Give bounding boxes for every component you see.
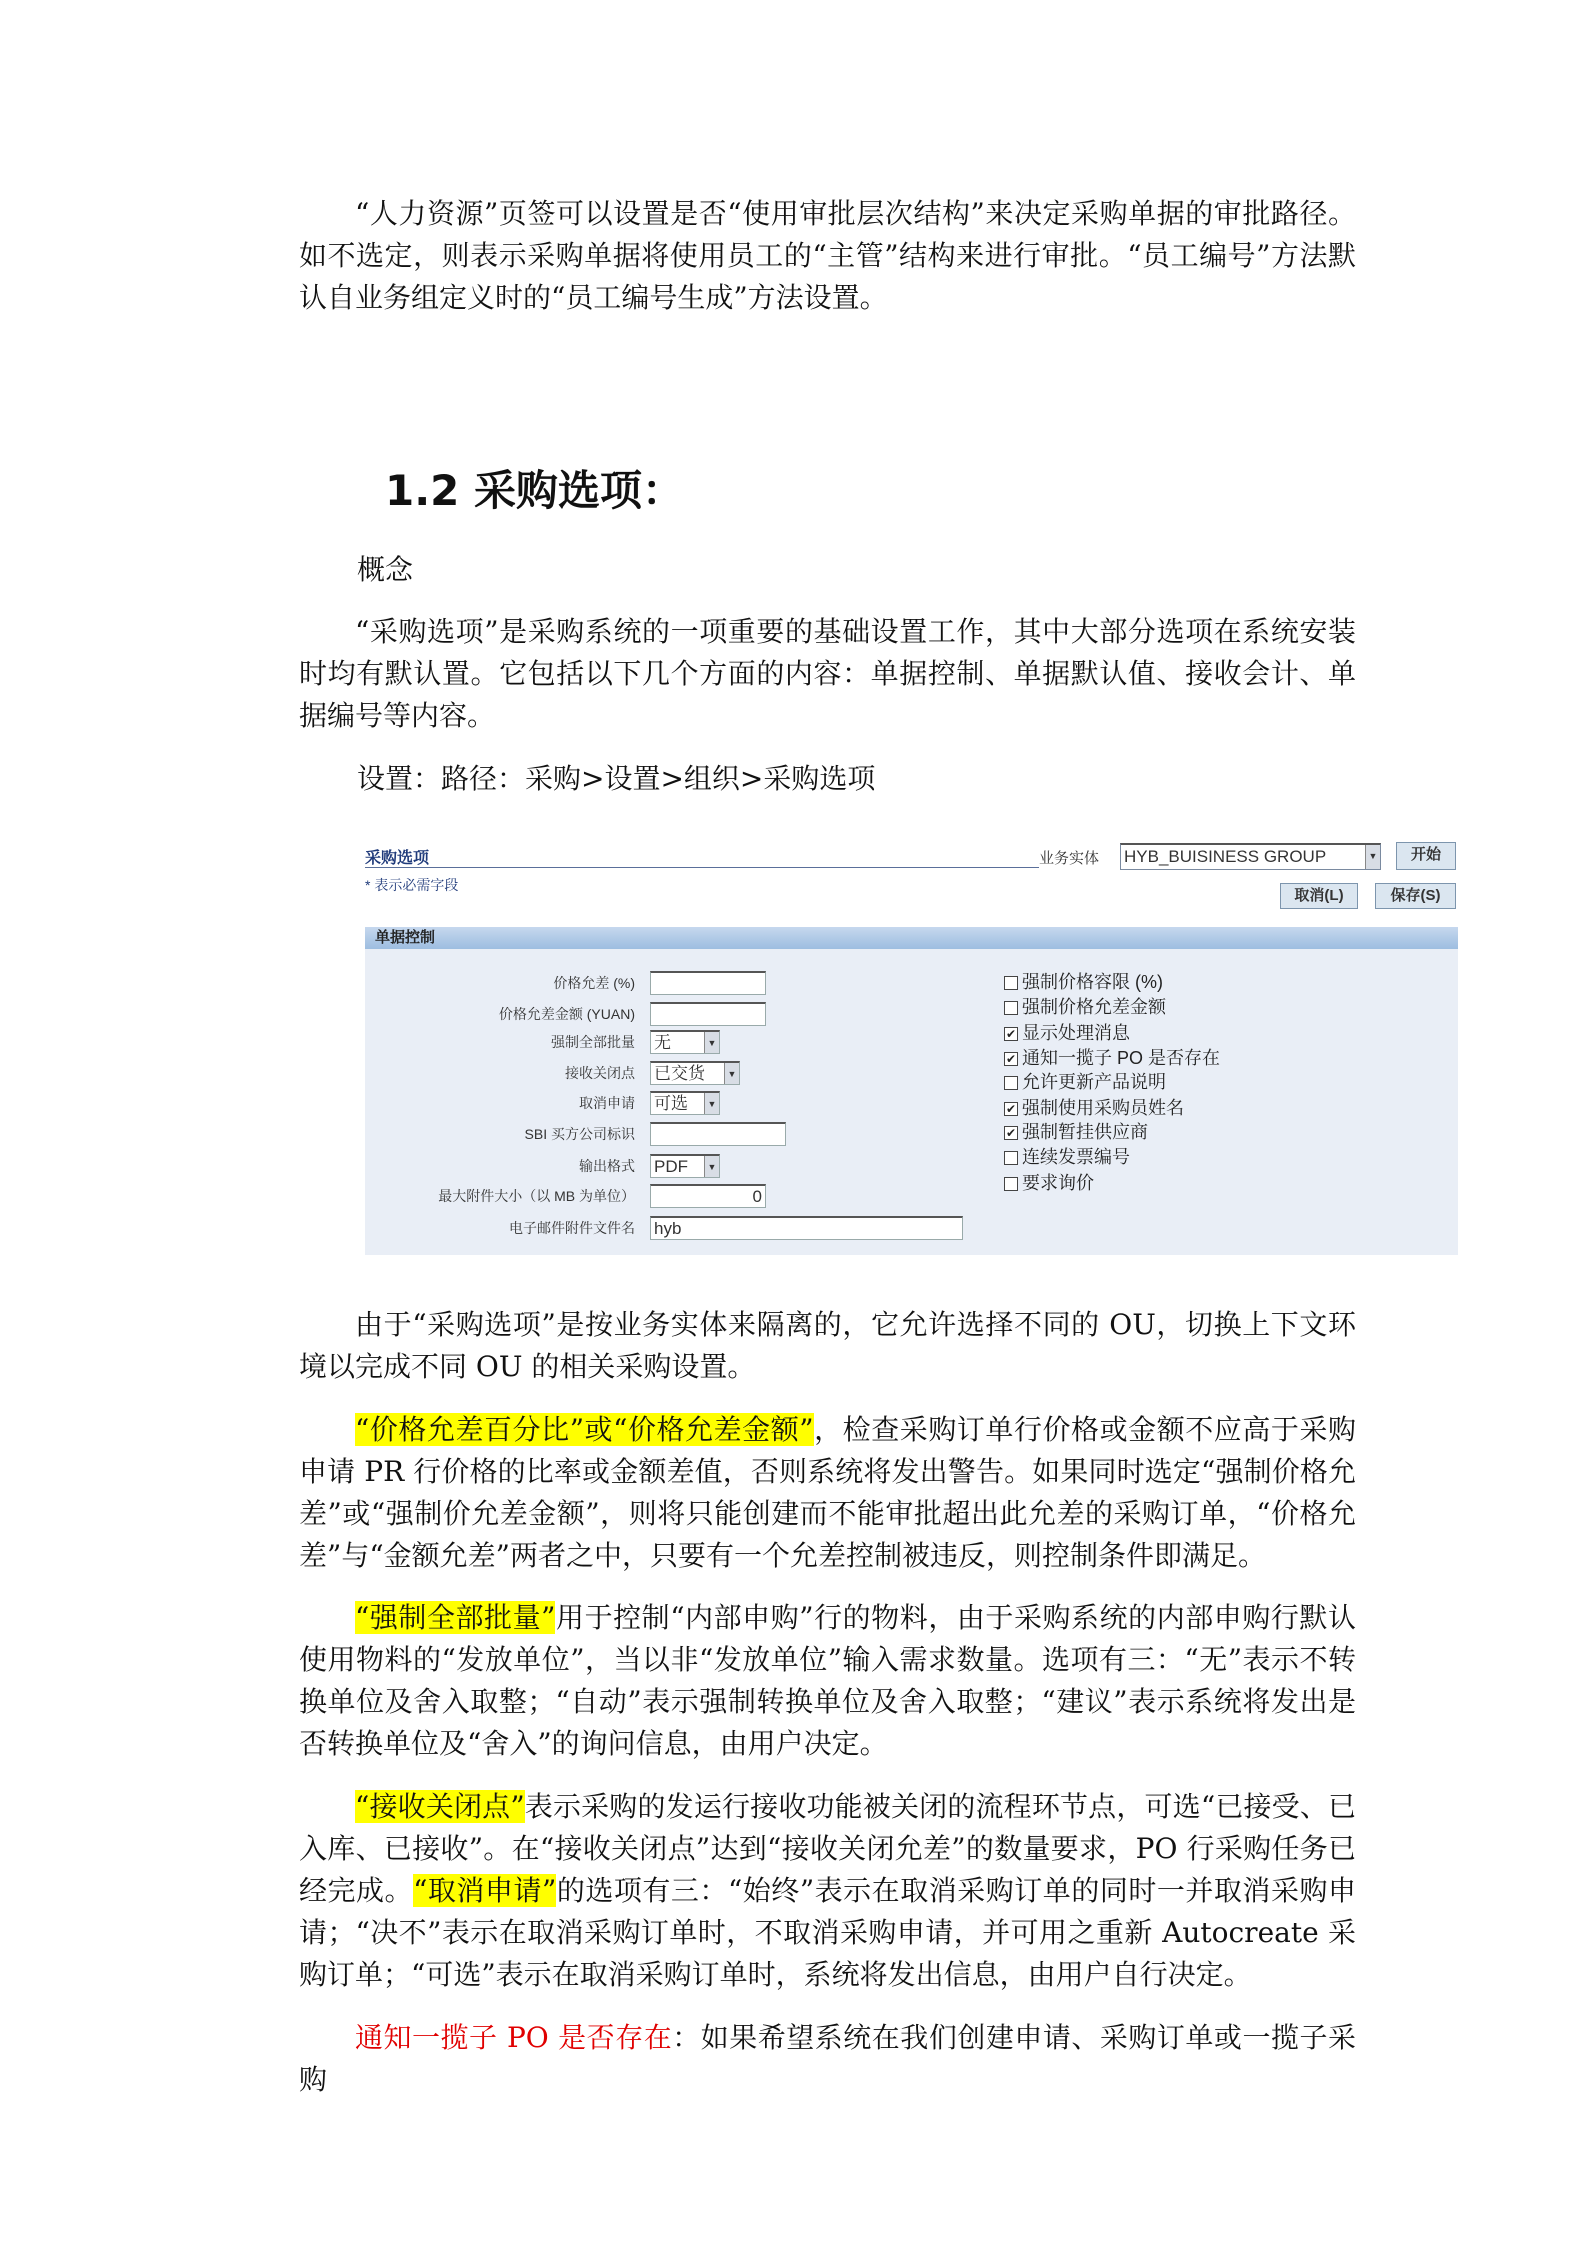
- checkbox-label: 强制价格容限 (%): [1022, 972, 1163, 992]
- checkbox-option[interactable]: [1004, 1169, 1094, 1195]
- highlight: “价格允差百分比”或“价格允差金额”: [355, 1413, 814, 1446]
- checkbox-option[interactable]: [1004, 1044, 1220, 1070]
- ou-label: 业务实体: [1039, 850, 1100, 867]
- checkbox-option[interactable]: [1004, 1094, 1184, 1120]
- purchasing-options-screenshot: [365, 837, 1458, 1255]
- section-body: [365, 949, 1458, 1255]
- concept-label: 概念: [357, 553, 414, 586]
- paragraph-full-lot: [299, 1597, 1356, 1765]
- chevron-down-icon: ▼: [704, 1156, 719, 1177]
- save-button[interactable]: 保存(S): [1375, 883, 1456, 909]
- cancel-button[interactable]: 取消(L): [1280, 883, 1358, 909]
- checkbox-unchecked-icon[interactable]: [1004, 976, 1018, 990]
- text: ：如果希望系统在我们创建申请、采购订单或一揽子采购: [299, 2021, 1356, 2096]
- field-label: 最大附件大小（以 MB 为单位）: [438, 1188, 635, 1204]
- email-attachment-filename-input[interactable]: hyb: [650, 1216, 963, 1240]
- checkbox-checked-icon[interactable]: ✔: [1005, 1052, 1017, 1067]
- field-label: 接收关闭点: [565, 1065, 635, 1081]
- required-note: * 表示必需字段: [365, 877, 459, 893]
- checkbox-checked-icon[interactable]: ✔: [1005, 1027, 1017, 1042]
- field-label: 电子邮件附件文件名: [509, 1220, 635, 1236]
- checkbox-label: 强制使用采购员姓名: [1022, 1098, 1184, 1118]
- text: 的选项有三：“始终”表示在取消采购订单的同时一并取消采购申请；“决不”表示在取消采购订单时，不取消采购申请，并可用之重新 Autocreate 采购订单；“可选”表示在取消采购订单时，系统将发出信息，由用户自行决定。: [299, 1874, 1356, 1991]
- paragraph-price-tolerance: [299, 1409, 1356, 1577]
- section-heading: 1.2 采购选项：: [385, 466, 685, 515]
- field-label: SBI 买方公司标识: [524, 1126, 635, 1142]
- checkbox-option[interactable]: [1004, 1019, 1130, 1045]
- checkbox-checked-icon[interactable]: ✔: [1005, 1102, 1017, 1117]
- checkbox-unchecked-icon[interactable]: [1004, 1151, 1018, 1165]
- select-value: 可选: [654, 1094, 688, 1113]
- highlight: “接收关闭点”: [355, 1790, 525, 1823]
- checkbox-checked-icon[interactable]: ✔: [1005, 1126, 1017, 1141]
- output-format-select[interactable]: [650, 1154, 720, 1178]
- highlight: “取消申请”: [413, 1874, 557, 1907]
- sbi-buyer-id-input[interactable]: [650, 1122, 786, 1146]
- price-tolerance-amount-input[interactable]: [650, 1002, 766, 1026]
- chevron-down-icon: ▼: [704, 1093, 719, 1114]
- chevron-down-icon: ▼: [724, 1063, 739, 1084]
- checkbox-label: 允许更新产品说明: [1022, 1072, 1166, 1092]
- paragraph-hr: “人力资源”页签可以设置是否“使用审批层次结构”来决定采购单据的审批路径。如不选定，则表示采购单据将使用员工的“主管”结构来进行审批。“员工编号”方法默认自业务组定义时的“员工编号生成”方法设置。: [299, 197, 1356, 314]
- checkbox-label: 连续发票编号: [1022, 1147, 1130, 1167]
- form-title: 采购选项: [365, 850, 430, 867]
- field-label: 价格允差金额 (YUAN): [498, 1006, 635, 1022]
- checkbox-option[interactable]: [1004, 1068, 1166, 1094]
- title-underline: [365, 867, 1039, 868]
- red-term: 通知一揽子 PO 是否存在: [355, 2021, 673, 2054]
- field-label: 取消申请: [579, 1095, 635, 1111]
- max-attachment-size-input[interactable]: 0: [650, 1184, 766, 1208]
- text: 用于控制“内部申购”行的物料，由于采购系统的内部申购行默认使用物料的“发放单位”，当以非“发放单位”输入需求数量。选项有三：“无”表示不转换单位及舍入取整；“自动”表示强制转换单位及舍入取整；“建议”表示系统将发出是否转换单位及“舍入”的询问信息，由用户决定。: [299, 1601, 1356, 1760]
- path-text: 设置：路径：采购>设置>组织>采购选项: [357, 762, 876, 795]
- select-value: PDF: [654, 1157, 688, 1176]
- checkbox-option[interactable]: [1004, 993, 1166, 1019]
- enforce-full-lot-select[interactable]: [650, 1030, 720, 1054]
- field-label: 强制全部批量: [551, 1034, 635, 1050]
- paragraph-receipt-close: [299, 1786, 1356, 1996]
- checkbox-option[interactable]: [1004, 1118, 1148, 1144]
- go-button[interactable]: 开始: [1396, 842, 1456, 870]
- receipt-close-point-select[interactable]: [650, 1061, 740, 1085]
- ou-value: HYB_BUISINESS GROUP: [1124, 847, 1327, 866]
- cancel-requisition-select[interactable]: [650, 1091, 720, 1115]
- paragraph-ou: 由于“采购选项”是按业务实体来隔离的，它允许选择不同的 OU，切换上下文环境以完成不同 OU 的相关采购设置。: [299, 1308, 1356, 1383]
- highlight: “强制全部批量”: [355, 1601, 556, 1634]
- checkbox-option[interactable]: [1004, 1143, 1130, 1169]
- section-header: 单据控制: [365, 927, 1458, 949]
- select-value: 已交货: [654, 1064, 705, 1083]
- checkbox-label: 通知一揽子 PO 是否存在: [1022, 1048, 1221, 1068]
- field-label: 输出格式: [579, 1158, 635, 1174]
- text: ，检查采购订单行价格或金额不应高于采购申请 PR 行价格的比率或金额差值，否则系统将发出警告。如果同时选定“强制价格允差”或“强制价允差金额”，则将只能创建而不能审批超出此允差的采购订单，“价格允差”与“金额允差”两者之中，只要有一个允差控制被违反，则控制条件即满足。: [299, 1413, 1356, 1572]
- ou-select[interactable]: [1120, 843, 1381, 870]
- checkbox-option[interactable]: [1004, 968, 1163, 994]
- price-tolerance-input[interactable]: [650, 971, 766, 995]
- paragraph-blanket-po: [299, 2017, 1356, 2101]
- field-label: 价格允差 (%): [553, 975, 635, 991]
- checkbox-label: 显示处理消息: [1022, 1023, 1130, 1043]
- checkbox-label: 强制暂挂供应商: [1022, 1122, 1148, 1142]
- chevron-down-icon: ▼: [704, 1032, 719, 1053]
- checkbox-unchecked-icon[interactable]: [1004, 1001, 1018, 1015]
- checkbox-unchecked-icon[interactable]: [1004, 1177, 1018, 1191]
- text: 表示采购的发运行接收功能被关闭的流程环节点，可选“已接受、已入库、已接收”。在“接收关闭点”达到“接收关闭允差”的数量要求，PO 行采购任务已经完成。: [299, 1790, 1356, 1907]
- select-value: 无: [654, 1033, 671, 1052]
- checkbox-label: 要求询价: [1022, 1173, 1094, 1193]
- paragraph-intro: “采购选项”是采购系统的一项重要的基础设置工作，其中大部分选项在系统安装时均有默认置。它包括以下几个方面的内容：单据控制、单据默认值、接收会计、单据编号等内容。: [299, 615, 1356, 732]
- checkbox-label: 强制价格允差金额: [1022, 997, 1166, 1017]
- chevron-down-icon: ▼: [1365, 845, 1380, 869]
- checkbox-unchecked-icon[interactable]: [1004, 1076, 1018, 1090]
